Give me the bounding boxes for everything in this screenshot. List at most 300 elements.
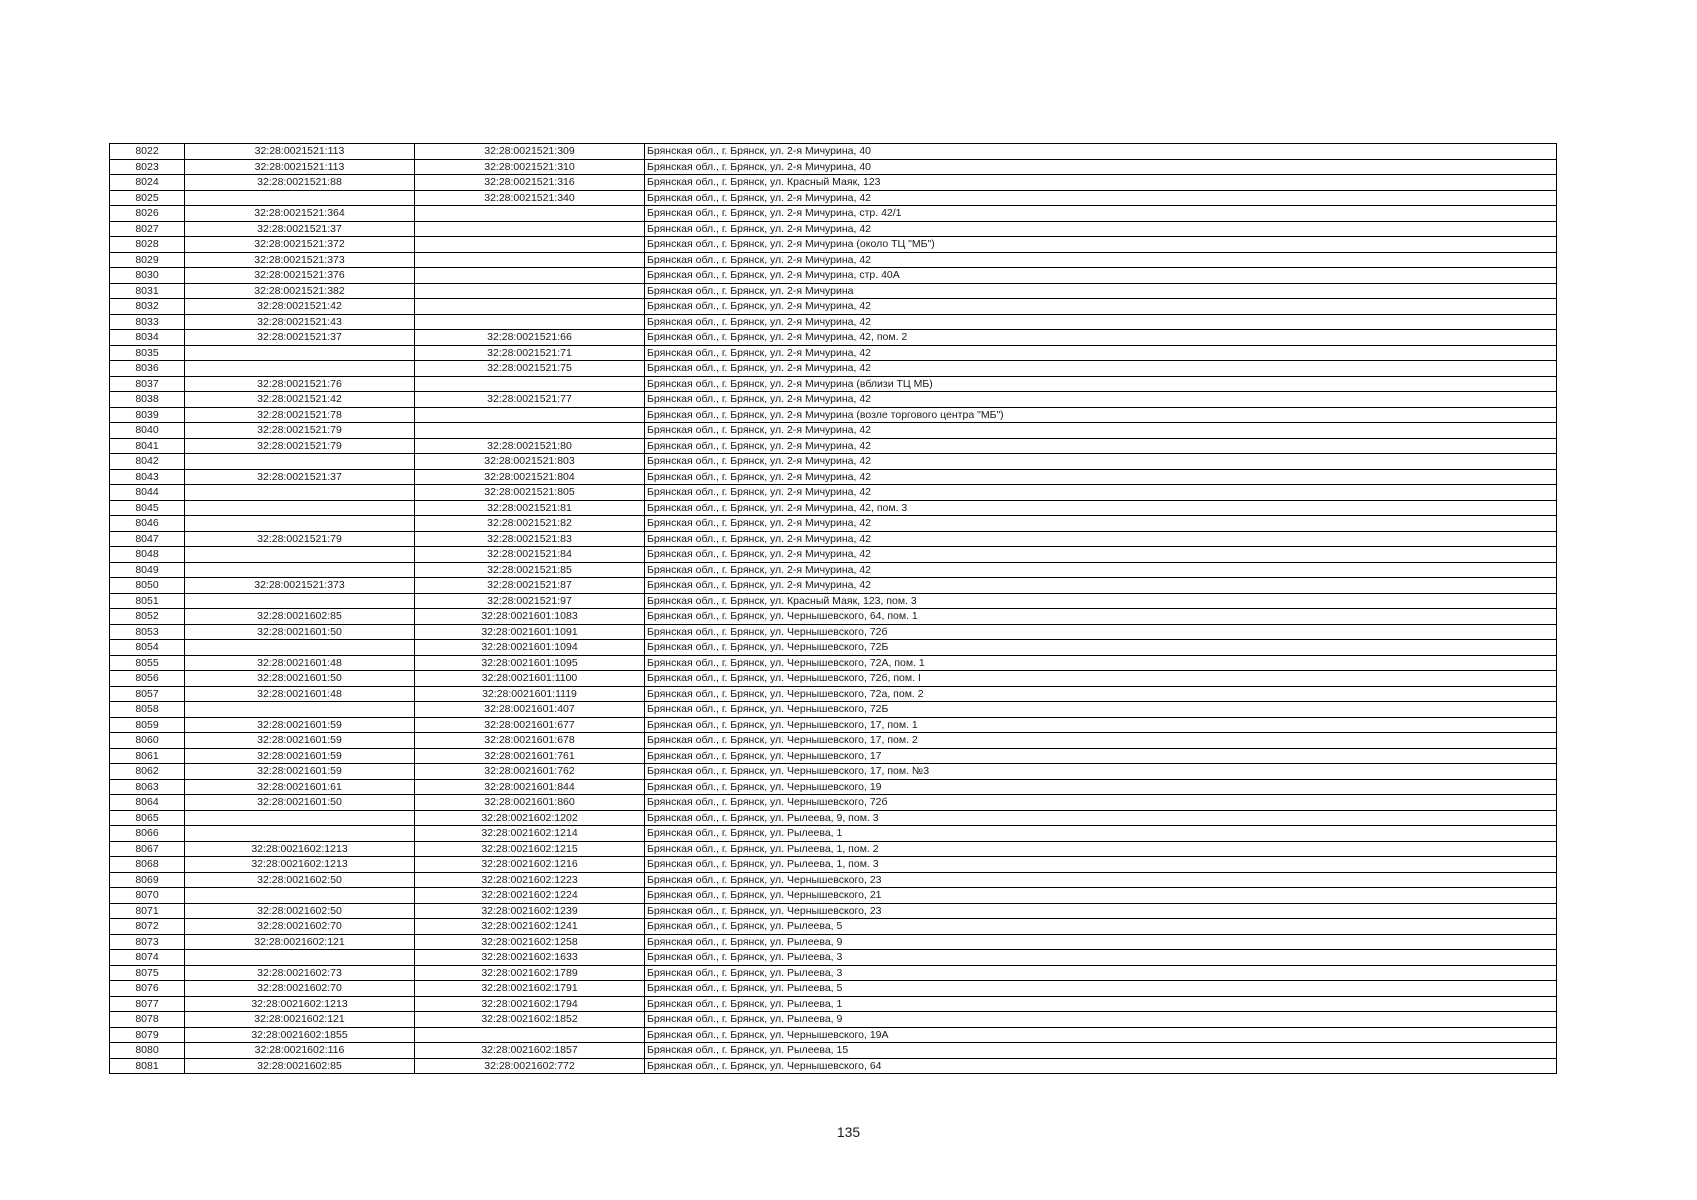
table-row (110, 702, 1557, 718)
address-cell: Брянская обл., г. Брянск, ул. 2-я Мичурина, 42 (645, 314, 1557, 330)
row-number-cell: 8073 (110, 934, 185, 950)
row-number-cell: 8071 (110, 903, 185, 919)
table-row (110, 485, 1557, 501)
object-number-cell: 32:28:0021521:805 (415, 485, 645, 501)
row-number-cell: 8022 (110, 144, 185, 160)
row-number-cell: 8074 (110, 950, 185, 966)
table-row (110, 500, 1557, 516)
parcel-number-cell: 32:28:0021521:37 (185, 221, 415, 237)
address-cell: Брянская обл., г. Брянск, ул. 2-я Мичурина, стр. 40А (645, 268, 1557, 284)
object-number-cell: 32:28:0021602:1633 (415, 950, 645, 966)
address-cell: Брянская обл., г. Брянск, ул. 2-я Мичурина, 42 (645, 361, 1557, 377)
address-cell: Брянская обл., г. Брянск, ул. Красный Маяк, 123, пом. 3 (645, 593, 1557, 609)
row-number-cell: 8032 (110, 299, 185, 315)
parcel-number-cell: 32:28:0021521:79 (185, 423, 415, 439)
table-row (110, 655, 1557, 671)
table-row (110, 609, 1557, 625)
table-row (110, 562, 1557, 578)
address-cell: Брянская обл., г. Брянск, ул. Рылеева, 1, пом. 3 (645, 857, 1557, 873)
parcel-number-cell: 32:28:0021521:79 (185, 531, 415, 547)
address-cell: Брянская обл., г. Брянск, ул. Чернышевского, 72б (645, 795, 1557, 811)
object-number-cell: 32:28:0021602:1789 (415, 965, 645, 981)
parcel-number-cell: 32:28:0021602:1213 (185, 841, 415, 857)
row-number-cell: 8058 (110, 702, 185, 718)
parcel-number-cell: 32:28:0021521:37 (185, 330, 415, 346)
row-number-cell: 8070 (110, 888, 185, 904)
table-row (110, 593, 1557, 609)
parcel-number-cell (185, 500, 415, 516)
object-number-cell (415, 407, 645, 423)
object-number-cell (415, 376, 645, 392)
parcel-number-cell: 32:28:0021601:48 (185, 686, 415, 702)
address-cell: Брянская обл., г. Брянск, ул. Чернышевского, 17, пом. 2 (645, 733, 1557, 749)
table-row (110, 748, 1557, 764)
table-row (110, 671, 1557, 687)
row-number-cell: 8065 (110, 810, 185, 826)
address-cell: Брянская обл., г. Брянск, ул. Рылеева, 9 (645, 1012, 1557, 1028)
object-number-cell (415, 283, 645, 299)
object-number-cell: 32:28:0021601:1083 (415, 609, 645, 625)
row-number-cell: 8056 (110, 671, 185, 687)
row-number-cell: 8029 (110, 252, 185, 268)
table-row (110, 578, 1557, 594)
object-number-cell: 32:28:0021602:1215 (415, 841, 645, 857)
object-number-cell: 32:28:0021602:772 (415, 1058, 645, 1074)
object-number-cell: 32:28:0021601:1091 (415, 624, 645, 640)
table-row (110, 469, 1557, 485)
object-number-cell: 32:28:0021521:85 (415, 562, 645, 578)
row-number-cell: 8044 (110, 485, 185, 501)
address-cell: Брянская обл., г. Брянск, ул. 2-я Мичурина, 42 (645, 221, 1557, 237)
row-number-cell: 8053 (110, 624, 185, 640)
row-number-cell: 8046 (110, 516, 185, 532)
parcel-number-cell (185, 593, 415, 609)
parcel-number-cell: 32:28:0021602:1855 (185, 1027, 415, 1043)
parcel-number-cell (185, 562, 415, 578)
table-row (110, 454, 1557, 470)
address-cell: Брянская обл., г. Брянск, ул. Рылеева, 1 (645, 826, 1557, 842)
parcel-number-cell (185, 345, 415, 361)
row-number-cell: 8049 (110, 562, 185, 578)
row-number-cell: 8064 (110, 795, 185, 811)
parcel-number-cell (185, 640, 415, 656)
object-number-cell: 32:28:0021602:1224 (415, 888, 645, 904)
parcel-number-cell: 32:28:0021601:59 (185, 748, 415, 764)
row-number-cell: 8034 (110, 330, 185, 346)
parcel-number-cell (185, 516, 415, 532)
parcel-number-cell: 32:28:0021602:73 (185, 965, 415, 981)
parcel-number-cell: 32:28:0021521:42 (185, 392, 415, 408)
parcel-number-cell: 32:28:0021602:85 (185, 609, 415, 625)
address-cell: Брянская обл., г. Брянск, ул. 2-я Мичурина, 42 (645, 299, 1557, 315)
table-row (110, 919, 1557, 935)
parcel-number-cell: 32:28:0021602:50 (185, 872, 415, 888)
row-number-cell: 8039 (110, 407, 185, 423)
table-row (110, 624, 1557, 640)
row-number-cell: 8081 (110, 1058, 185, 1074)
parcel-number-cell: 32:28:0021521:376 (185, 268, 415, 284)
object-number-cell: 32:28:0021602:1223 (415, 872, 645, 888)
parcel-number-cell: 32:28:0021602:70 (185, 981, 415, 997)
parcel-number-cell: 32:28:0021601:50 (185, 795, 415, 811)
parcel-number-cell: 32:28:0021601:59 (185, 717, 415, 733)
address-cell: Брянская обл., г. Брянск, ул. Рылеева, 1, пом. 2 (645, 841, 1557, 857)
table-row (110, 795, 1557, 811)
parcel-number-cell: 32:28:0021602:50 (185, 903, 415, 919)
object-number-cell (415, 423, 645, 439)
address-cell: Брянская обл., г. Брянск, ул. 2-я Мичурина (645, 283, 1557, 299)
address-cell: Брянская обл., г. Брянск, ул. Чернышевского, 23 (645, 872, 1557, 888)
table-row (110, 283, 1557, 299)
table-row (110, 1058, 1557, 1074)
parcel-number-cell: 32:28:0021602:116 (185, 1043, 415, 1059)
parcel-number-cell: 32:28:0021521:42 (185, 299, 415, 315)
address-cell: Брянская обл., г. Брянск, ул. Рылеева, 3 (645, 950, 1557, 966)
address-cell: Брянская обл., г. Брянск, ул. 2-я Мичурина, 42 (645, 252, 1557, 268)
table-row (110, 376, 1557, 392)
parcel-number-cell: 32:28:0021521:113 (185, 144, 415, 160)
table-row (110, 345, 1557, 361)
address-cell: Брянская обл., г. Брянск, ул. 2-я Мичурина, 42 (645, 531, 1557, 547)
address-cell: Брянская обл., г. Брянск, ул. Чернышевского, 17 (645, 748, 1557, 764)
parcel-number-cell: 32:28:0021602:70 (185, 919, 415, 935)
parcel-number-cell: 32:28:0021521:364 (185, 206, 415, 222)
address-cell: Брянская обл., г. Брянск, ул. Рылеева, 1 (645, 996, 1557, 1012)
parcel-number-cell (185, 485, 415, 501)
row-number-cell: 8079 (110, 1027, 185, 1043)
object-number-cell: 32:28:0021601:761 (415, 748, 645, 764)
row-number-cell: 8028 (110, 237, 185, 253)
table-row (110, 547, 1557, 563)
address-cell: Брянская обл., г. Брянск, ул. 2-я Мичурина, 42 (645, 516, 1557, 532)
parcel-number-cell: 32:28:0021521:43 (185, 314, 415, 330)
address-cell: Брянская обл., г. Брянск, ул. Чернышевского, 72б, пом. I (645, 671, 1557, 687)
parcel-number-cell: 32:28:0021521:79 (185, 438, 415, 454)
row-number-cell: 8031 (110, 283, 185, 299)
table-row (110, 872, 1557, 888)
address-cell: Брянская обл., г. Брянск, ул. Чернышевского, 72а, пом. 2 (645, 686, 1557, 702)
address-cell: Брянская обл., г. Брянск, ул. 2-я Мичурина, 40 (645, 159, 1557, 175)
row-number-cell: 8057 (110, 686, 185, 702)
address-cell: Брянская обл., г. Брянск, ул. Чернышевского, 17, пом. 1 (645, 717, 1557, 733)
table-row (110, 733, 1557, 749)
row-number-cell: 8048 (110, 547, 185, 563)
table-row (110, 268, 1557, 284)
row-number-cell: 8063 (110, 779, 185, 795)
address-cell: Брянская обл., г. Брянск, ул. 2-я Мичурина (вблизи ТЦ МБ) (645, 376, 1557, 392)
row-number-cell: 8068 (110, 857, 185, 873)
object-number-cell: 32:28:0021601:1100 (415, 671, 645, 687)
object-number-cell: 32:28:0021601:1095 (415, 655, 645, 671)
object-number-cell: 32:28:0021521:309 (415, 144, 645, 160)
table-row (110, 934, 1557, 950)
address-cell: Брянская обл., г. Брянск, ул. Чернышевского, 72А, пом. 1 (645, 655, 1557, 671)
table-row (110, 516, 1557, 532)
address-cell: Брянская обл., г. Брянск, ул. Чернышевского, 64 (645, 1058, 1557, 1074)
row-number-cell: 8038 (110, 392, 185, 408)
object-number-cell: 32:28:0021601:678 (415, 733, 645, 749)
table-row (110, 981, 1557, 997)
row-number-cell: 8066 (110, 826, 185, 842)
table-row (110, 1012, 1557, 1028)
address-cell: Брянская обл., г. Брянск, ул. 2-я Мичурина, 42 (645, 190, 1557, 206)
table-row (110, 903, 1557, 919)
row-number-cell: 8054 (110, 640, 185, 656)
row-number-cell: 8024 (110, 175, 185, 191)
row-number-cell: 8035 (110, 345, 185, 361)
address-cell: Брянская обл., г. Брянск, ул. Рылеева, 9 (645, 934, 1557, 950)
parcel-number-cell: 32:28:0021601:59 (185, 764, 415, 780)
parcel-number-cell: 32:28:0021602:121 (185, 934, 415, 950)
object-number-cell: 32:28:0021521:77 (415, 392, 645, 408)
row-number-cell: 8047 (110, 531, 185, 547)
address-cell: Брянская обл., г. Брянск, ул. 2-я Мичурина, 42 (645, 345, 1557, 361)
address-cell: Брянская обл., г. Брянск, ул. Рылеева, 5 (645, 919, 1557, 935)
table-row (110, 717, 1557, 733)
object-number-cell: 32:28:0021521:71 (415, 345, 645, 361)
object-number-cell: 32:28:0021602:1239 (415, 903, 645, 919)
object-number-cell (415, 237, 645, 253)
row-number-cell: 8027 (110, 221, 185, 237)
parcel-number-cell (185, 826, 415, 842)
object-number-cell (415, 252, 645, 268)
object-number-cell: 32:28:0021521:316 (415, 175, 645, 191)
table-row (110, 531, 1557, 547)
object-number-cell: 32:28:0021602:1241 (415, 919, 645, 935)
object-number-cell: 32:28:0021601:1094 (415, 640, 645, 656)
parcel-number-cell: 32:28:0021601:48 (185, 655, 415, 671)
row-number-cell: 8045 (110, 500, 185, 516)
row-number-cell: 8069 (110, 872, 185, 888)
parcel-number-cell: 32:28:0021601:50 (185, 671, 415, 687)
parcel-number-cell: 32:28:0021521:373 (185, 252, 415, 268)
table-row (110, 221, 1557, 237)
address-cell: Брянская обл., г. Брянск, ул. Чернышевского, 19 (645, 779, 1557, 795)
object-number-cell: 32:28:0021601:677 (415, 717, 645, 733)
table-row (110, 686, 1557, 702)
parcel-number-cell (185, 547, 415, 563)
row-number-cell: 8060 (110, 733, 185, 749)
parcel-number-cell (185, 454, 415, 470)
object-number-cell (415, 314, 645, 330)
address-cell: Брянская обл., г. Брянск, ул. 2-я Мичурина, 42 (645, 485, 1557, 501)
address-cell: Брянская обл., г. Брянск, ул. Чернышевского, 72б (645, 624, 1557, 640)
table-row (110, 888, 1557, 904)
object-number-cell: 32:28:0021521:803 (415, 454, 645, 470)
parcel-number-cell: 32:28:0021601:59 (185, 733, 415, 749)
table-row (110, 1027, 1557, 1043)
address-cell: Брянская обл., г. Брянск, ул. Чернышевского, 19А (645, 1027, 1557, 1043)
table-row (110, 826, 1557, 842)
row-number-cell: 8026 (110, 206, 185, 222)
table-row (110, 206, 1557, 222)
table-row (110, 996, 1557, 1012)
table-row (110, 438, 1557, 454)
address-cell: Брянская обл., г. Брянск, ул. 2-я Мичурина, 40 (645, 144, 1557, 160)
address-cell: Брянская обл., г. Брянск, ул. Рылеева, 15 (645, 1043, 1557, 1059)
object-number-cell: 32:28:0021521:81 (415, 500, 645, 516)
table-row (110, 423, 1557, 439)
row-number-cell: 8043 (110, 469, 185, 485)
parcel-number-cell: 32:28:0021602:121 (185, 1012, 415, 1028)
table-body (110, 144, 1557, 1074)
object-number-cell: 32:28:0021602:1202 (415, 810, 645, 826)
data-table (109, 143, 1557, 1074)
row-number-cell: 8075 (110, 965, 185, 981)
address-cell: Брянская обл., г. Брянск, ул. 2-я Мичурина (возле торгового центра "МБ") (645, 407, 1557, 423)
table-row (110, 237, 1557, 253)
table-row (110, 857, 1557, 873)
address-cell: Брянская обл., г. Брянск, ул. Чернышевского, 72Б (645, 640, 1557, 656)
parcel-number-cell: 32:28:0021602:1213 (185, 996, 415, 1012)
object-number-cell (415, 268, 645, 284)
address-cell: Брянская обл., г. Брянск, ул. Рылеева, 9, пом. 3 (645, 810, 1557, 826)
row-number-cell: 8072 (110, 919, 185, 935)
row-number-cell: 8050 (110, 578, 185, 594)
row-number-cell: 8062 (110, 764, 185, 780)
table-row (110, 175, 1557, 191)
row-number-cell: 8033 (110, 314, 185, 330)
object-number-cell: 32:28:0021521:66 (415, 330, 645, 346)
row-number-cell: 8037 (110, 376, 185, 392)
object-number-cell: 32:28:0021602:1214 (415, 826, 645, 842)
object-number-cell: 32:28:0021602:1258 (415, 934, 645, 950)
address-cell: Брянская обл., г. Брянск, ул. Рылеева, 3 (645, 965, 1557, 981)
parcel-number-cell: 32:28:0021521:372 (185, 237, 415, 253)
object-number-cell: 32:28:0021601:407 (415, 702, 645, 718)
object-number-cell (415, 206, 645, 222)
row-number-cell: 8042 (110, 454, 185, 470)
address-cell: Брянская обл., г. Брянск, ул. 2-я Мичурина, 42 (645, 562, 1557, 578)
address-cell: Брянская обл., г. Брянск, ул. 2-я Мичурина, 42 (645, 454, 1557, 470)
address-cell: Брянская обл., г. Брянск, ул. 2-я Мичурина, 42 (645, 547, 1557, 563)
object-number-cell (415, 1027, 645, 1043)
address-cell: Брянская обл., г. Брянск, ул. 2-я Мичурина, 42 (645, 469, 1557, 485)
parcel-number-cell: 32:28:0021602:85 (185, 1058, 415, 1074)
parcel-number-cell (185, 190, 415, 206)
object-number-cell: 32:28:0021521:804 (415, 469, 645, 485)
table-row (110, 299, 1557, 315)
row-number-cell: 8061 (110, 748, 185, 764)
table-row (110, 1043, 1557, 1059)
row-number-cell: 8036 (110, 361, 185, 377)
row-number-cell: 8080 (110, 1043, 185, 1059)
address-cell: Брянская обл., г. Брянск, ул. Чернышевского, 21 (645, 888, 1557, 904)
object-number-cell: 32:28:0021521:340 (415, 190, 645, 206)
parcel-number-cell: 32:28:0021521:37 (185, 469, 415, 485)
object-number-cell: 32:28:0021602:1791 (415, 981, 645, 997)
address-cell: Брянская обл., г. Брянск, ул. 2-я Мичурина, 42 (645, 423, 1557, 439)
row-number-cell: 8041 (110, 438, 185, 454)
row-number-cell: 8052 (110, 609, 185, 625)
parcel-number-cell: 32:28:0021521:88 (185, 175, 415, 191)
parcel-number-cell: 32:28:0021521:76 (185, 376, 415, 392)
object-number-cell: 32:28:0021521:87 (415, 578, 645, 594)
table-row (110, 841, 1557, 857)
table-row (110, 810, 1557, 826)
parcel-number-cell: 32:28:0021521:382 (185, 283, 415, 299)
object-number-cell: 32:28:0021521:80 (415, 438, 645, 454)
parcel-number-cell: 32:28:0021601:61 (185, 779, 415, 795)
address-cell: Брянская обл., г. Брянск, ул. 2-я Мичурина (около ТЦ "МБ") (645, 237, 1557, 253)
parcel-number-cell: 32:28:0021521:78 (185, 407, 415, 423)
parcel-number-cell: 32:28:0021521:373 (185, 578, 415, 594)
object-number-cell: 32:28:0021602:1794 (415, 996, 645, 1012)
object-number-cell: 32:28:0021602:1852 (415, 1012, 645, 1028)
address-cell: Брянская обл., г. Брянск, ул. 2-я Мичурина, 42, пом. 3 (645, 500, 1557, 516)
object-number-cell: 32:28:0021602:1216 (415, 857, 645, 873)
row-number-cell: 8076 (110, 981, 185, 997)
table-row (110, 190, 1557, 206)
table-row (110, 330, 1557, 346)
object-number-cell (415, 221, 645, 237)
object-number-cell (415, 299, 645, 315)
address-cell: Брянская обл., г. Брянск, ул. 2-я Мичурина, 42 (645, 578, 1557, 594)
object-number-cell: 32:28:0021601:844 (415, 779, 645, 795)
object-number-cell: 32:28:0021601:762 (415, 764, 645, 780)
object-number-cell: 32:28:0021521:83 (415, 531, 645, 547)
table-row (110, 640, 1557, 656)
table-row (110, 407, 1557, 423)
address-cell: Брянская обл., г. Брянск, ул. 2-я Мичурина, 42, пом. 2 (645, 330, 1557, 346)
parcel-number-cell (185, 888, 415, 904)
row-number-cell: 8051 (110, 593, 185, 609)
row-number-cell: 8023 (110, 159, 185, 175)
table-row (110, 314, 1557, 330)
address-cell: Брянская обл., г. Брянск, ул. Чернышевского, 23 (645, 903, 1557, 919)
parcel-number-cell: 32:28:0021521:113 (185, 159, 415, 175)
object-number-cell: 32:28:0021521:97 (415, 593, 645, 609)
address-cell: Брянская обл., г. Брянск, ул. Чернышевского, 17, пом. №3 (645, 764, 1557, 780)
table-row (110, 144, 1557, 160)
object-number-cell: 32:28:0021521:84 (415, 547, 645, 563)
table-row (110, 950, 1557, 966)
row-number-cell: 8055 (110, 655, 185, 671)
parcel-number-cell: 32:28:0021602:1213 (185, 857, 415, 873)
table-row (110, 764, 1557, 780)
row-number-cell: 8025 (110, 190, 185, 206)
address-cell: Брянская обл., г. Брянск, ул. Чернышевского, 72Б (645, 702, 1557, 718)
row-number-cell: 8078 (110, 1012, 185, 1028)
object-number-cell: 32:28:0021521:82 (415, 516, 645, 532)
row-number-cell: 8067 (110, 841, 185, 857)
object-number-cell: 32:28:0021602:1857 (415, 1043, 645, 1059)
row-number-cell: 8040 (110, 423, 185, 439)
parcel-number-cell (185, 950, 415, 966)
address-cell: Брянская обл., г. Брянск, ул. 2-я Мичурина, 42 (645, 438, 1557, 454)
table-row (110, 252, 1557, 268)
address-cell: Брянская обл., г. Брянск, ул. 2-я Мичурина, стр. 42/1 (645, 206, 1557, 222)
row-number-cell: 8030 (110, 268, 185, 284)
page-number: 135 (836, 1124, 861, 1140)
parcel-number-cell: 32:28:0021601:50 (185, 624, 415, 640)
object-number-cell: 32:28:0021601:1119 (415, 686, 645, 702)
table-row (110, 965, 1557, 981)
object-number-cell: 32:28:0021521:310 (415, 159, 645, 175)
object-number-cell: 32:28:0021601:860 (415, 795, 645, 811)
address-cell: Брянская обл., г. Брянск, ул. Чернышевского, 64, пом. 1 (645, 609, 1557, 625)
table-row (110, 159, 1557, 175)
object-number-cell: 32:28:0021521:75 (415, 361, 645, 377)
address-cell: Брянская обл., г. Брянск, ул. Рылеева, 5 (645, 981, 1557, 997)
parcel-number-cell (185, 702, 415, 718)
parcel-number-cell (185, 361, 415, 377)
parcel-number-cell (185, 810, 415, 826)
row-number-cell: 8059 (110, 717, 185, 733)
table-row (110, 392, 1557, 408)
address-cell: Брянская обл., г. Брянск, ул. Красный Маяк, 123 (645, 175, 1557, 191)
row-number-cell: 8077 (110, 996, 185, 1012)
